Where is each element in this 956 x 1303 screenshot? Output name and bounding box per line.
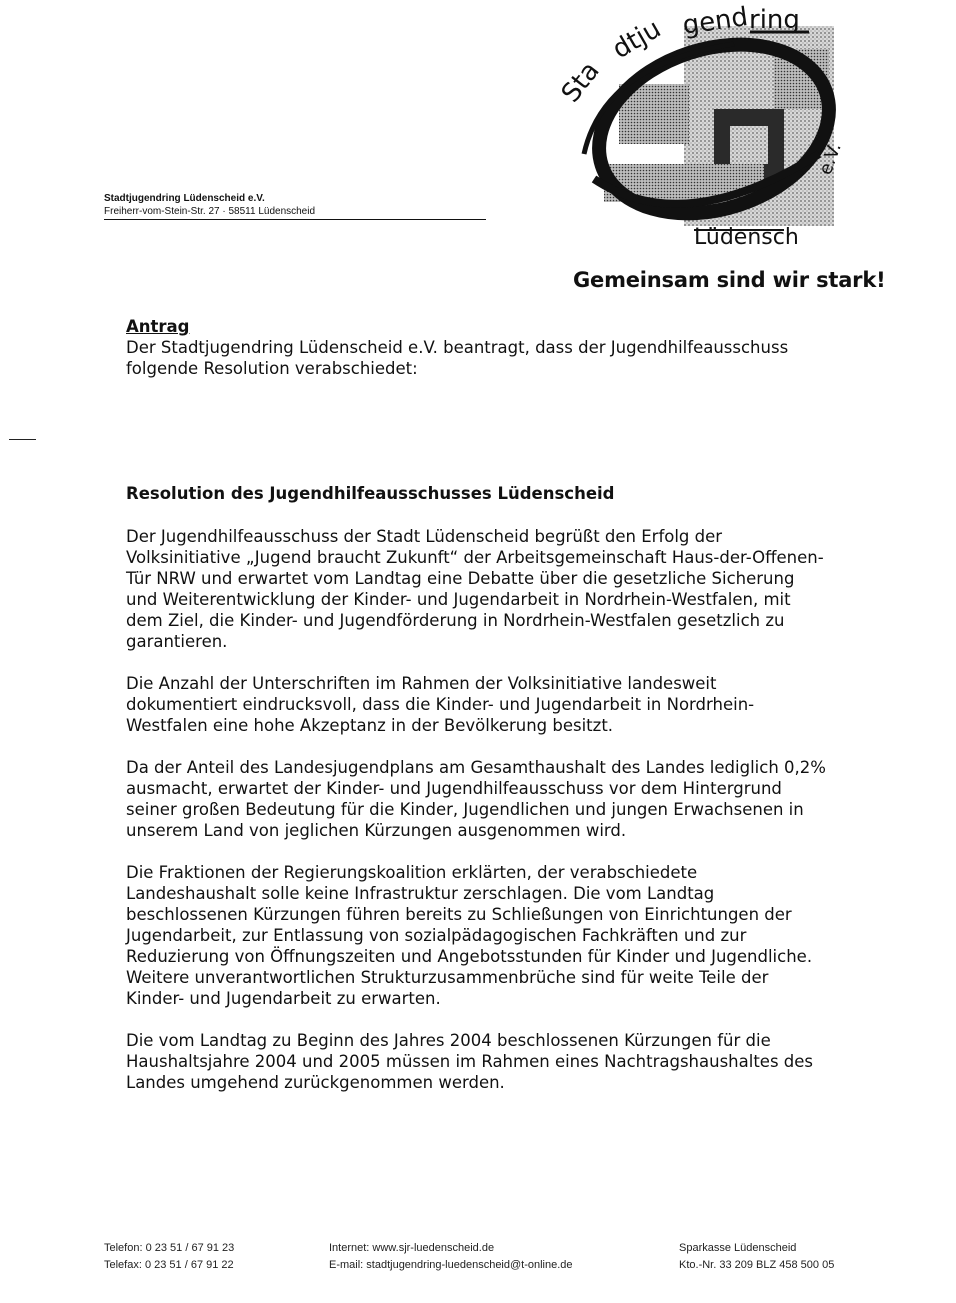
antrag-text: Der Stadtjugendring Lüdenscheid e.V. beantragt, dass der Jugendhilfeausschuss folgende Resolution verabschiedet: xyxy=(126,338,789,378)
footer-bank-name: Sparkasse Lüdenscheid xyxy=(679,1242,797,1254)
fold-mark xyxy=(9,439,36,440)
footer-contact-phone xyxy=(104,1240,234,1274)
footer-fax: Telefax: 0 23 51 / 67 91 22 xyxy=(104,1259,234,1271)
svg-text:e.V.: e.V. xyxy=(814,139,846,178)
svg-text:Sta: Sta xyxy=(555,56,606,109)
footer-internet[interactable]: Internet: www.sjr-luedenscheid.de xyxy=(329,1242,495,1254)
sender-block xyxy=(104,192,486,220)
sender-address: Freiherr-vom-Stein-Str. 27 · 58511 Lüdenscheid xyxy=(104,205,486,220)
resolution-title: Resolution des Jugendhilfeausschusses Lüdenscheid xyxy=(126,484,615,503)
resolution-paragraph: Die Anzahl der Unterschriften im Rahmen der Volksinitiative landesweit dokumentiert eindrucksvoll, dass die Kinder- und Jugendarbeit in Nordrhein-Westfalen eine hohe Akzeptanz in der Bevölkerung besitzt. xyxy=(126,674,755,735)
footer-email[interactable]: E-mail: stadtjugendring-luedenscheid@t-online.de xyxy=(329,1259,573,1271)
footer-bank xyxy=(679,1240,834,1274)
resolution-body xyxy=(126,526,826,1114)
organization-logo xyxy=(555,2,854,250)
sender-name: Stadtjugendring Lüdenscheid e.V. xyxy=(104,193,265,204)
antrag-heading: Antrag xyxy=(126,317,190,336)
footer-phone: Telefon: 0 23 51 / 67 91 23 xyxy=(104,1242,235,1254)
svg-text:dtju: dtju xyxy=(607,13,667,66)
footer-bank-account: Kto.-Nr. 33 209 BLZ 458 500 05 xyxy=(679,1259,835,1271)
footer-contact-online xyxy=(329,1240,573,1274)
svg-text:gend: gend xyxy=(680,2,750,41)
svg-text:ring: ring xyxy=(749,5,800,35)
resolution-paragraph: Da der Anteil des Landesjugendplans am Gesamthaushalt des Landes lediglich 0,2% ausmacht, erwartet der Kinder- und Jugendhilfeausschuss vor dem Hintergrund seiner großen Bedeutung für die Kinder, Jugendlichen und jungen Erwachsenen in unserem Land von jeglichen Kürzungen ausgenommen wird. xyxy=(126,758,826,840)
resolution-paragraph: Die vom Landtag zu Beginn des Jahres 2004 beschlossenen Kürzungen für die Haushaltsjahre 2004 und 2005 müssen im Rahmen eines Nachtragshaushaltes des Landes umgehend zurückgenommen werden. xyxy=(126,1031,814,1092)
slogan: Gemeinsam sind wir stark! xyxy=(573,268,886,292)
resolution-paragraph: Der Jugendhilfeausschuss der Stadt Lüdenscheid begrüßt den Erfolg der Volksinitiative „Jugend braucht Zukunft“ der Arbeitsgemeinschaft Haus-der-Offenen-Tür NRW und erwartet vom Landtag eine Debatte über die gesetzliche Sicherung und Weiterentwicklung der Kinder- und Jugendarbeit in Nordrhein-Westfalen, mit dem Ziel, die Kinder- und Jugendförderung in Nordrhein-Westfalen gesetzlich zu garantieren. xyxy=(126,527,824,651)
svg-text:Lüdensch: Lüdensch xyxy=(694,225,799,250)
resolution-paragraph: Die Fraktionen der Regierungskoalition erklärten, der verabschiedete Landeshaushalt solle keine Infrastruktur zerschlagen. Die vom Landtag beschlossenen Kürzungen führen bereits zu Schließungen von Einrichtungen der Jugendarbeit, zur Entlassung von sozialpädagogischen Fachkräften und zur Reduzierung von Öffnungszeiten und Angebotsstunden für Kinder und Jugendliche. Weitere unverantwortlichen Strukturzusammenbrüche sind für weite Teile der Kinder- und Jugendarbeit zu erwarten. xyxy=(126,863,813,1008)
